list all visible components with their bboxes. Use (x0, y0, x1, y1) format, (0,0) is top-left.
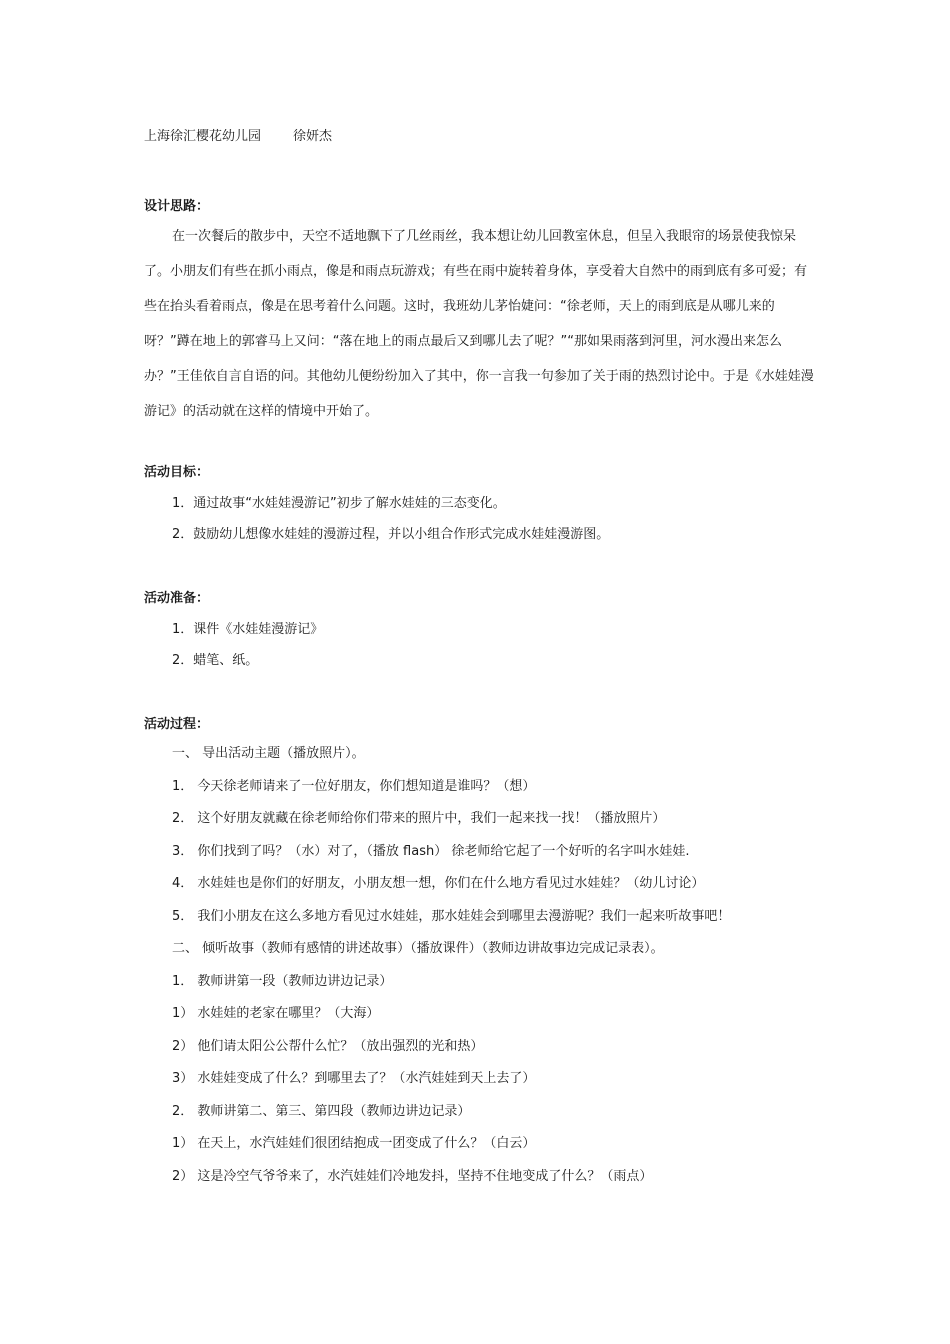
process-line: 3） 水娃娃变成了什么？到哪里去了？（水汽娃娃到天上去了） (172, 1071, 536, 1086)
process-line: 4． 水娃娃也是你们的好朋友，小朋友想一想，你们在什么地方看见过水娃娃？（幼儿讨论） (172, 876, 705, 891)
goal-item: 1．通过故事“水娃娃漫游记”初步了解水娃娃的三态变化。 (172, 496, 506, 511)
author-name: 徐妍杰 (293, 129, 333, 144)
prep-heading: 活动准备： (144, 591, 210, 606)
design-paragraph (144, 219, 814, 429)
process-line: 一、 导出活动主题（播放照片）。 (172, 746, 365, 761)
goals-heading: 活动目标： (144, 465, 210, 480)
process-line: 2． 这个好朋友就藏在徐老师给你们带来的照片中，我们一起来找一找！（播放照片） (172, 811, 666, 826)
process-line: 2） 这是冷空气爷爷来了，水汽娃娃们冷地发抖，坚持不住地变成了什么？（雨点） (172, 1169, 653, 1184)
process-heading: 活动过程： (144, 717, 210, 732)
process-line: 1） 在天上，水汽娃娃们很团结抱成一团变成了什么？（白云） (172, 1136, 536, 1151)
goal-item: 2．鼓励幼儿想像水娃娃的漫游过程，并以小组合作形式完成水娃娃漫游图。 (172, 527, 610, 542)
process-line: 二、 倾听故事（教师有感情的讲述故事）（播放课件）（教师边讲故事边完成记录表）。 (172, 941, 664, 956)
design-heading: 设计思路： (144, 199, 210, 214)
process-line: 3． 你们找到了吗？（水）对了，（播放 flash） 徐老师给它起了一个好听的名字叫水娃娃. (172, 844, 690, 859)
process-line: 2． 教师讲第二、第三、第四段（教师边讲边记录） (172, 1104, 471, 1119)
school-name: 上海徐汇樱花幼儿园 (144, 129, 262, 144)
process-line: 5． 我们小朋友在这么多地方看见过水娃娃，那水娃娃会到哪里去漫游呢？我们一起来听故事吧！ (172, 909, 731, 924)
process-line: 1） 水娃娃的老家在哪里？（大海） (172, 1006, 380, 1021)
process-line: 1． 教师讲第一段（教师边讲边记录） (172, 974, 393, 989)
process-line: 2） 他们请太阳公公帮什么忙？（放出强烈的光和热） (172, 1039, 484, 1054)
prep-item: 2．蜡笔、纸。 (172, 653, 259, 668)
design-paragraph-text: 在一次餐后的散步中，天空不适地飘下了几丝雨丝，我本想让幼儿回教室休息，但呈入我眼帘的场景使我惊呆了。小朋友们有些在抓小雨点，像是和雨点玩游戏；有些在雨中旋转着身体，享受着大自然中的雨到底有多可爱；有些在抬头看着雨点，像是在思考着什么问题。这时，我班幼儿茅怡婕问：“徐老师，天上的雨到底是从哪儿来的呀？”蹲在地上的郭睿马上又问：“落在地上的雨点最后又到哪儿去了呢？”“那如果雨落到河里，河水漫出来怎么办？”王佳依自言自语的问。其他幼儿便纷纷加入了其中，你一言我一句参加了关于雨的热烈讨论中。于是《水娃娃漫游记》的活动就在这样的情境中开始了。 (144, 229, 814, 419)
prep-item: 1．课件《水娃娃漫游记》 (172, 622, 324, 637)
header-line (144, 128, 332, 146)
process-line: 1． 今天徐老师请来了一位好朋友，你们想知道是谁吗？（想） (172, 779, 536, 794)
